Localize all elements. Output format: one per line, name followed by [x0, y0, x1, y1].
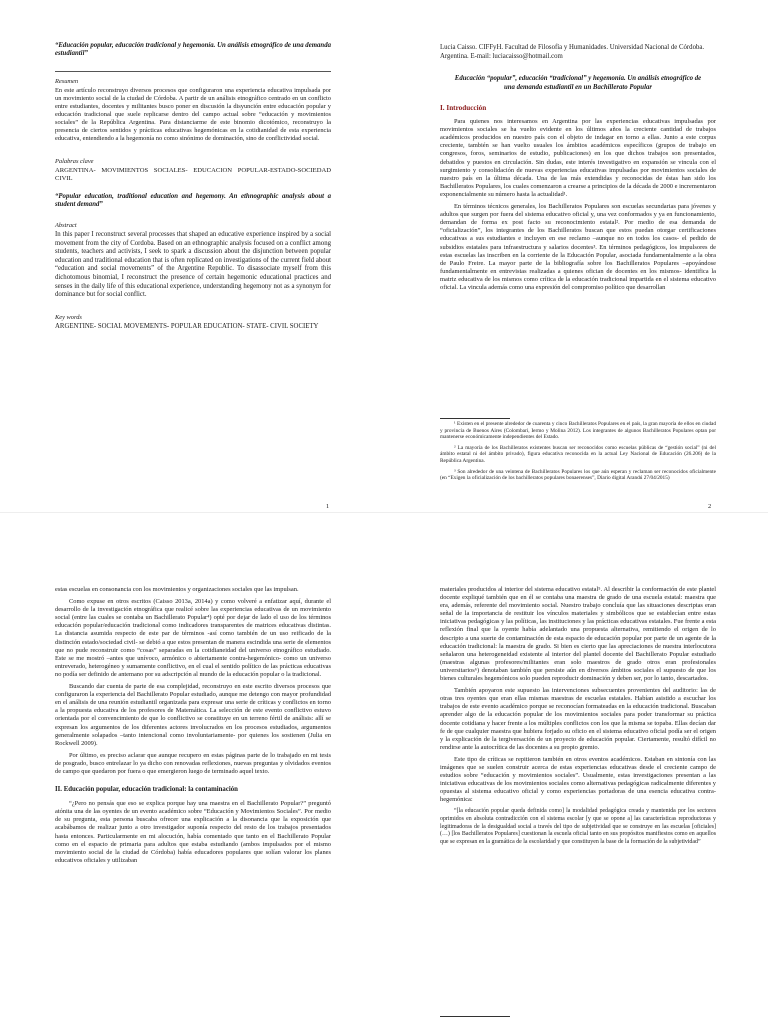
section-heading: II. Educación popular, educación tradicional: la contaminación [55, 786, 238, 794]
paragraph: Como expuse en otros escritos (Caisso 2013a, 2014a) y como volveré a enfatizar aquí, durante el desarrollo de la investigación etnográfica que realicé sobre las experiencias educativas de un movimiento social (entre las cuales se contaba un Bachillerato Popular⁴) opté por dejar de lado el uso de los términos educación popular/educación tradicional como indicadores transparentes de matrices educativas distintas. La distancia asumida respecto de este par de términos -así como también de un uso reificado de la distinción estado/sociedad civil- se debió a que estos presentan de manera escindida una serie de elementos que no pude reconstruir como “cosas” separadas en la cotidianeidad del universo etnográfico estudiado. Este se me mostró –antes que unívoco, armónico o abiertamente contra-hegemónico- como un universo entreverado, heterogéneo y sumamente conflictivo, en el cual el sentido político de las prácticas educativas no podía ser definido de antemano por su adscripción al mundo de la educación popular o la tradicional. [55, 598, 331, 678]
author-affiliation: Lucia Caisso. CIFFyH. Facultad de Filosofía y Humanidades. Universidad Nacional de Córdoba. Argentina. E-mail: luciacaisso@hotmail.com [440, 44, 705, 60]
abstract-label: Abstract [55, 221, 77, 229]
page2-column [440, 44, 716, 296]
palabras-clave-text: ARGENTINA- MOVIMIENTOS SOCIALES- EDUCACION POPULAR-ESTADO-SOCIEDAD CIVIL [55, 166, 331, 182]
footnote-rule [440, 1016, 510, 1017]
paragraph: estas escuelas en consonancia con los movimientos y organizaciones sociales que las impulsan. [55, 586, 299, 593]
resumen-label: Resumen [55, 77, 79, 85]
paragraph: “¿Pero no pensás que eso se explica porque hay una maestra en el Bachillerato Popular?” preguntó atónita una de las oyentes de un evento académico sobre “Educación y Movimientos Sociales”. Por medio de su pregunta, esta persona buscaba ofrecer una explicación a la disonancia que la exposición que acabábamos de realizar junto a otro investigador suponía respecto del resto de los trabajos presentados hasta entonces. Particularmente en mi alocución, había comentado que tanto en el Bachillerato Popular como en el espacio de primaria para adultos que estaba estudiando (ambos impulsados por el mismo movimiento social de la ciudad de Córdoba) había educadores populares que solían valorar los planes educativos oficiales y utilizaban [55, 800, 331, 864]
abstract-text: In this paper I reconstruct several processes that shaped an educative experience inspired by a social movement from the city of Cordoba. Based on an ethnographic analysis focused on a conflict among students, teachers and activists, I seek to spark a discussion about the disjunction between popular education and traditional education that is often replicated on investigations of the current field about “education and social movements” of the Argentine Republic. To disassociate myself from this dichotomous binomial, I reconstruct the presence of certain hegemonic educational practices and senses in the daily life of this educational experience, understanding hegemony not as a synonym for dominance but for social conflict. [55, 230, 331, 299]
page1-title-es: “Educación popular, educación tradicional y hegemonía. Un análisis etnográfico de una demanda estudiantil” [55, 42, 331, 58]
page3-column [55, 586, 331, 869]
paragraph: Para quienes nos interesamos en Argentina por las experiencias educativas impulsadas por movimientos sociales se ha vuelto evidente en los últimos años la creciente cantidad de trabajos académicos producidos en nuestro país con el objeto de indagar en torno a ellas. Junto a este corpus creciente, también se han vuelto usuales los ámbitos académicos específicos (grupos de trabajo en congresos, foros, seminarios de estudio, publicaciones) en los que dichos trabajos son presentados, debatidos y puestos en circulación. Sin dudas, este interés investigativo en expansión se vincula con el surgimiento y consolidación de nuevas experiencias educativas impulsadas por movimientos sociales de nuestro país en la última década. Una de las más extendidas y reconocidas de éstas han sido los Bachilleratos Populares, los cuales comenzaron a crearse a principios de la década de 2000 e incrementaron exponencialmente su número hasta la actualidad¹. [440, 118, 716, 198]
page-gap [0, 512, 768, 513]
section-heading: I. Introducción [440, 104, 487, 112]
article-title: Educación “popular”, educación “tradicional” y hegemonía. Un análisis etnográfico de una demanda estudiantil en un Bachillerato Popular [454, 75, 702, 91]
page1-column [55, 42, 331, 341]
resumen-text: En este artículo reconstruyo diversos procesos que configuraron una experiencia educativa impulsada por un movimiento social de la ciudad de Córdoba. A partir de un análisis etnográfico centrado en un conflicto entre estudiantes, docentes y militantes busco poner en discusión la disyunción entre educación popular y educación tradicional que suele replicarse dentro del campo actual sobre “educación y movimientos sociales” de la República Argentina. Para distanciarme de este binomio dicotómico, reconstruyo la presencia de ciertos sentidos y prácticas educativas hegemónicas en la cotidianidad de esta experiencia educativa, entendiendo a la hegemonía no como sinónimo de dominación, sino de conflictividad social. [55, 86, 331, 143]
paragraph: Buscando dar cuenta de parte de esa complejidad, reconstruyo en este escrito diversos procesos que configuraron la experiencia del Bachillerato Popular estudiado, aunque me detengo con mayor profundidad en el análisis de una reunión estudiantil organizada para expresar una serie de críticas y conflictos en torno a la propuesta educativa de los profesores de Matemática. La selección de este evento conflictivo estuvo orientada por el convencimiento de que lo conflictivo se constituye en un terreno fértil de análisis: allí se expresan los argumentos de los diferentes actores involucrados en los procesos estudiados, argumentos generalmente solapados –tanto intencional como involuntariamente- por quienes los sostienen (Julia en Rockwell 2009). [55, 683, 331, 747]
footnote: ³ Son alrededor de una veintena de Bachilleratos Populares los que aún esperan y reclaman ser reconocidos oficialmente (en “Exigen la oficialización de los bachilleratos populares bonaerenses”, Diario digital Arandú 27/04/2015) [440, 468, 716, 482]
footnote: ¹ Existen en el presente alrededor de cuarenta y cinco Bachilleratos Populares en el país, la gran mayoría de ellos en ciudad y provincia de Buenos Aires (Colombari, Iermo y Molina 2012). Los integrantes de algunos Bachilleratos Populares optan por mantenerse económicamente independientes del Estado. [440, 421, 716, 441]
paragraph: materiales producidos al interior del sistema educativo estatal⁵. Al describir la conformación de este plantel docente expliqué también que en él se contaba una maestra de grado de una escuela estatal: maestra que era, además, referente del movimiento social. Nuestro trabajo concluía que las situaciones descriptas eran señal de la importancia de restituir los vínculos materiales y simbólicos que se establecían entre estas iniciativas pedagógicas y las políticas, las instituciones y las prácticas educativas estatales. Fue frente a esta reflexión final que la oyente había adelantado una propuesta alternativa, remitiendo el origen de lo descripto a una suerte de contaminación de esta espacio de educación popular por parte de un agente de la educación tradicional: la maestra de grado. Si bien es cierto que las apreciaciones de nuestra interlocutora señalaron una heterogeneidad existente al interior del plantel docente del Bachillerato Popular estudiado (maestras algunas profesores/militantes eran solo maestros de grado otros eran profesionales universitarios⁶) denotaban también que persiste aún en diversos ámbitos sociales el supuesto de que los bienes culturales hegemónicos solo pueden reproducir dominación y deben ser, por lo tanto, descartados. [440, 586, 716, 683]
paragraph: Este tipo de críticas se repitieron también en otros eventos académicos. Estaban en sintonía con las imágenes que se suelen construir acerca de estas experiencias educativas desde el creciente campo de estudios sobre “educación y movimientos sociales”. Usualmente, estas investigaciones presentan a las iniciativas educativas de los movimientos sociales como alternativas pedagógicas radicalmente diferentes y opuestas al sistema educativo oficial y como experiencias portadoras de una esencia educativa contra-hegemónica: [440, 755, 716, 804]
page-number: 2 [708, 503, 712, 510]
footnote-rule [440, 418, 510, 419]
page2-footnotes [440, 421, 716, 486]
page4-column [440, 586, 716, 850]
paragraph: Por último, es preciso aclarar que aunque recupero en estas páginas parte de lo trabajado en mi tesis de posgrado, busco entrelazar lo ya dicho con renovadas reflexiones, nuevas preguntas y olvidados eventos de campo que quedaron por fuera o que emergieron luego de terminado aquel texto. [55, 751, 331, 775]
page1-title-en: “Popular education, traditional education and hegemony. An ethnographic analysis about a student demand” [55, 193, 331, 209]
page-number: 1 [326, 503, 330, 510]
keywords-text: ARGENTINE- SOCIAL MOVEMENTS- POPULAR EDUCATION- STATE- CIVIL SOCIETY [55, 322, 319, 330]
paragraph: También apoyaron este supuesto las intervenciones subsecuentes provenientes del auditorio: las de otras tres oyentes que eran ellas mismas maestras de escuelas estatales. Habían asistido a escuchar los trabajos de este evento académico porque se reconocían formateadas en la educación tradicional. Buscaban aprender algo de la educación popular de los movimientos sociales para poder transformar su práctica docente cotidiana y hacer frente a los múltiples conflictos con los que la misma se topaba. Ellas decían dar fe de que cualquier maestra que hubiera forjado su oficio en el sistema educativo oficial podía ser el origen y la explicación de la tergiversación de un proyecto de educación popular. Ciertamente, resultó difícil no rendirse ante la autocrítica de las docentes a su propio gremio. [440, 687, 716, 751]
footnote: ² La mayoría de los Bachilleratos existentes buscan ser reconocidos como escuelas públicas de “gestión social” (ni del ámbito estatal ni del ámbito privado), figura educativa reconocida en la actual Ley Nacional de Educación (26.206) de la República Argentina. [440, 444, 716, 464]
keywords-label: Key words [55, 313, 82, 321]
block-quote: “[la educación popular queda definida como] la modalidad pedagógica creada y mantenida por los sectores oprimidos en absoluta contradicción con el sistema escolar [y que se opone a] las características reproductoras y legitimadoras de la desigualdad social a través del tipo de subjetividad que se construye en las escuelas [oficiales](…) [los Bachilleratos Populares] cuestionan la escuela oficial tanto en sus propósitos manifiestos como en aquellos que se expresan en la gramática de la escolaridad y que constituyen la base de la formación de la subjetividad” [440, 808, 716, 845]
palabras-clave-label: Palabras clave [55, 157, 94, 165]
divider [55, 71, 331, 72]
paragraph: En términos técnicos generales, los Bachilleratos Populares son escuelas secundarias para jóvenes y adultos que surgen por fuera del sistema educativo oficial y, una vez conformados y ya en funcionamiento, demandan de forma ex post facto su reconocimiento estatal². Por medio de esa demanda de “oficialización”, los integrantes de los Bachilleratos buscan que estos puedan otorgar certificaciones educativas a sus estudiantes e incluyen en ese reclamo –aunque no en todos los casos- el pedido de subsidios estatales para infraestructura y salarios docentes³. En términos pedagógicos, los impulsores de estas escuelas las inscriben en la corriente de la Educación Popular, asociada fundamentalmente a la obra de Paulo Freire. La mayor parte de la bibliografía sobre los Bachilleratos Populares –apoyándose fundamentalmente en entrevistas realizadas a quienes ofician de docentes en los mismos- identifica la matriz educativa de los mismos como crítica de la educación tradicional impartida en el sistema educativo oficial. La vincula además como una expresión del compromiso político que desarrollan [440, 203, 716, 291]
